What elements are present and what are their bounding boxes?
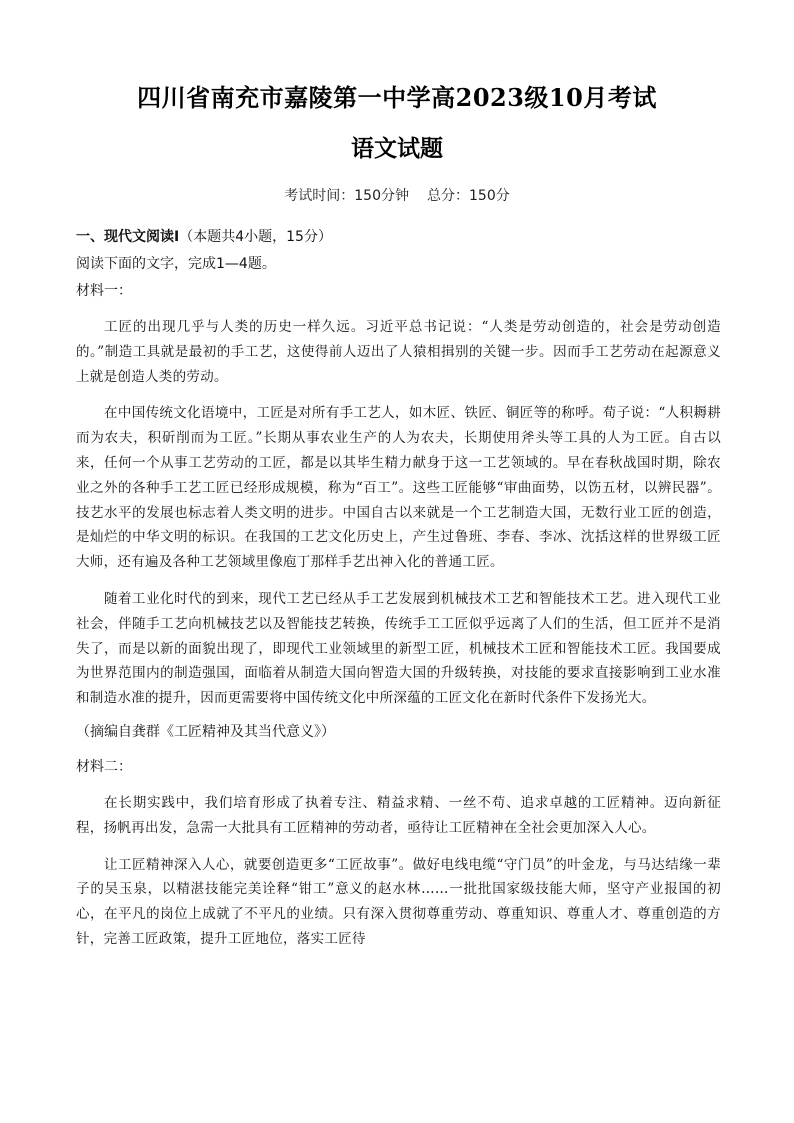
material1-paragraph-3: 随着工业化时代的到来，现代工艺已经从手工艺发展到机械技术工艺和智能技术工艺。进入现代工业社会，伴随手工艺向机械技艺以及智能技艺转换，传统手工工匠似乎远离了人们的生活，但工匠并不是消失了，而是以新的面貌出现了，即现代工业领域里的新型工匠，机械技术工匠和智能技术工匠。我国要成为世界范围内的制造强国，面临着从制造大国向智造大国的升级转换，对技能的要求直接影响到工业水准和制造水准的提升，因而更需要将中国传统文化中所深蕴的工匠文化在新时代条件下发扬光大。 — [76, 590, 721, 707]
material1-paragraph-2: 在中国传统文化语境中，工匠是对所有手工艺人，如木匠、铁匠、铜匠等的称呼。荀子说：“人积耨耕而为农夫，积斫削而为工匠。”长期从事农业生产的人为农夫，长期使用斧头等工具的人为工匠。自古以来，任何一个从事工艺劳动的工匠，都是以其毕生精力献身于这一工艺领域的。早在春秋战国时期，除农业之外的各种手工艺工匠已经形成规模，称为“百工”。这些工匠能够“审曲面势，以饬五材，以辨民器”。技艺水平的发展也标志着人类文明的进步。中国自古以来就是一个工艺制造大国，无数行业工匠的创造，是灿烂的中华文明的标识。在我国的工艺文化历史上，产生过鲁班、李春、李冰、沈括这样的世界级工匠大师，还有遍及各种工艺领域里像庖丁那样手艺出神入化的普通工匠。 — [76, 405, 721, 571]
section-heading — [76, 225, 721, 252]
exam-time: 考试时间：150分钟 — [284, 188, 409, 204]
material2-paragraph-2: 让工匠精神深入人心，就要创造更多“工匠故事”。做好电线电缆“守门员”的叶金龙，与马达结缘一辈子的吴玉泉，以精湛技能完美诠释“钳工”意义的赵水林……一批批国家级技能大师，坚守产业报国的初心，在平凡的岗位上成就了不平凡的业绩。只有深入贯彻尊重劳动、尊重知识、尊重人才、尊重创造的方针，完善工匠政策，提升工匠地位，落实工匠待 — [76, 856, 721, 947]
material1-label: 材料一： — [76, 283, 132, 299]
material2-label: 材料二： — [76, 758, 132, 775]
section-note: （本题共4小题，15分） — [179, 229, 332, 245]
material1-source: （摘编自龚群《工匠精神及其当代意义》） — [76, 723, 335, 740]
section-title: 一、现代文阅读Ⅰ — [76, 229, 180, 245]
material1-paragraph-1: 工匠的出现几乎与人类的历史一样久远。习近平总书记说：“人类是劳动创造的，社会是劳动创造的。”制造工具就是最初的手工艺，这使得前人迈出了人猿相揖别的关键一步。因而手工艺劳动在起源意义上就是创造人类的劳动。 — [76, 319, 721, 385]
exam-title: 四川省南充市嘉陵第一中学高2023级10月考试 — [137, 83, 657, 112]
exam-info — [0, 185, 794, 205]
reading-section — [76, 225, 721, 952]
material2-paragraph-1: 在长期实践中，我们培育形成了执着专注、精益求精、一丝不苟、追求卓越的工匠精神。迈向新征程，扬帆再出发，急需一大批具有工匠精神的劳动者，亟待让工匠精神在全社会更加深入人心。 — [76, 794, 721, 836]
section-instruction: 阅读下面的文字，完成1—4题。 — [76, 256, 276, 272]
exam-subtitle: 语文试题 — [351, 135, 443, 162]
total-score: 总分：150分 — [427, 188, 510, 204]
